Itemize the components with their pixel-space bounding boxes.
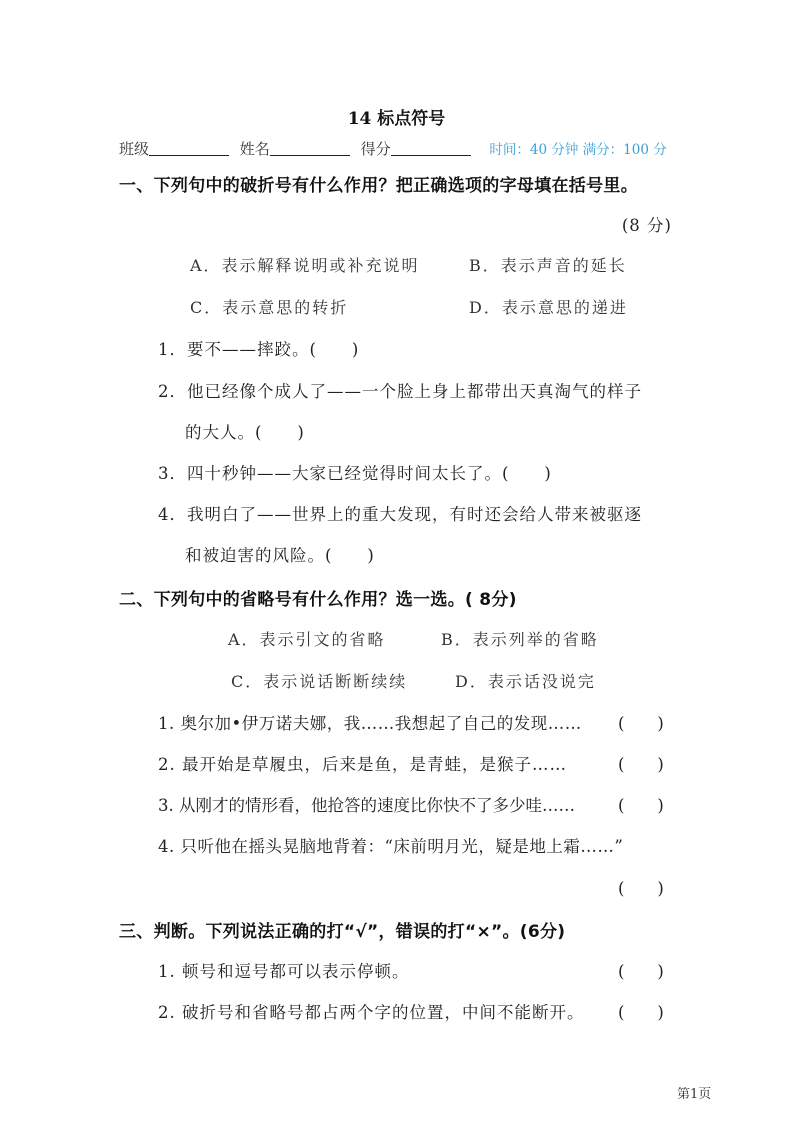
section1-item-3: 3．四十秒钟——大家已经觉得时间太长了。( ) [158, 464, 552, 483]
section2-item-3: 3. 从刚才的情形看，他抢答的速度比你快不了多少哇…… [158, 796, 575, 815]
student-info-row [119, 138, 667, 159]
section1-item-1: 1．要不——摔跤。( ) [158, 340, 360, 359]
section2-heading: 二、下列句中的省略号有什么作用？选一选。( 8分) [119, 590, 517, 610]
name-label: 姓名 [239, 140, 270, 158]
section1-item-2-cont: 的大人。( ) [185, 423, 305, 442]
section3-item-2: 2. 破折号和省略号都占两个字的位置，中间不能断开。 [158, 1003, 585, 1022]
section3-heading: 三、判断。下列说法正确的打“√”，错误的打“×”。(6分) [119, 922, 566, 942]
class-field[interactable] [149, 141, 229, 156]
section2-item-4: 4. 只听他在摇头晃脑地背着：“床前明月光，疑是地上霜……” [158, 837, 624, 856]
section1-option-d: D．表示意思的递进 [469, 298, 628, 317]
section2-option-d: D．表示话没说完 [455, 672, 596, 691]
class-label: 班级 [119, 140, 150, 158]
section2-option-b: B．表示列举的省略 [441, 630, 599, 649]
name-field[interactable] [270, 141, 350, 156]
section2-item-4-answer[interactable]: ( ) [618, 879, 664, 898]
section3-item-1-answer[interactable]: ( ) [618, 962, 664, 981]
section3-item-2-answer[interactable]: ( ) [618, 1003, 664, 1022]
section1-item-4-cont: 和被迫害的风险。( ) [185, 546, 375, 565]
section2-item-3-answer[interactable]: ( ) [618, 796, 664, 815]
section1-option-b: B．表示声音的延长 [469, 256, 627, 275]
section1-option-c: C．表示意思的转折 [190, 298, 349, 317]
section2-option-a: A．表示引文的省略 [228, 630, 386, 649]
section1-heading: 一、下列句中的破折号有什么作用？把正确选项的字母填在括号里。 [119, 176, 638, 196]
section2-item-2-answer[interactable]: ( ) [618, 755, 664, 774]
section2-item-1-answer[interactable]: ( ) [618, 714, 664, 733]
section2-item-2: 2. 最开始是草履虫，后来是鱼，是青蛙，是猴子…… [158, 755, 567, 774]
section2-item-1: 1. 奥尔加•伊万诺夫娜，我……我想起了自己的发现…… [158, 714, 582, 733]
score-field[interactable] [391, 141, 471, 156]
time-info: 时间：40 分钟 满分：100 分 [489, 142, 667, 158]
page-title: 14 标点符号 [347, 109, 446, 129]
section1-option-a: A．表示解释说明或补充说明 [190, 256, 420, 275]
section1-item-2: 2．他已经像个成人了——一个脸上身上都带出天真淘气的样子 [158, 382, 642, 401]
page-number: 第1页 [677, 1087, 712, 1102]
section2-option-c: C．表示说话断断续续 [231, 672, 408, 691]
section1-points: (8 分) [621, 216, 672, 235]
section3-item-1: 1. 顿号和逗号都可以表示停顿。 [158, 962, 410, 981]
score-label: 得分 [360, 140, 391, 158]
section1-item-4: 4．我明白了——世界上的重大发现，有时还会给人带来被驱逐 [158, 505, 642, 524]
